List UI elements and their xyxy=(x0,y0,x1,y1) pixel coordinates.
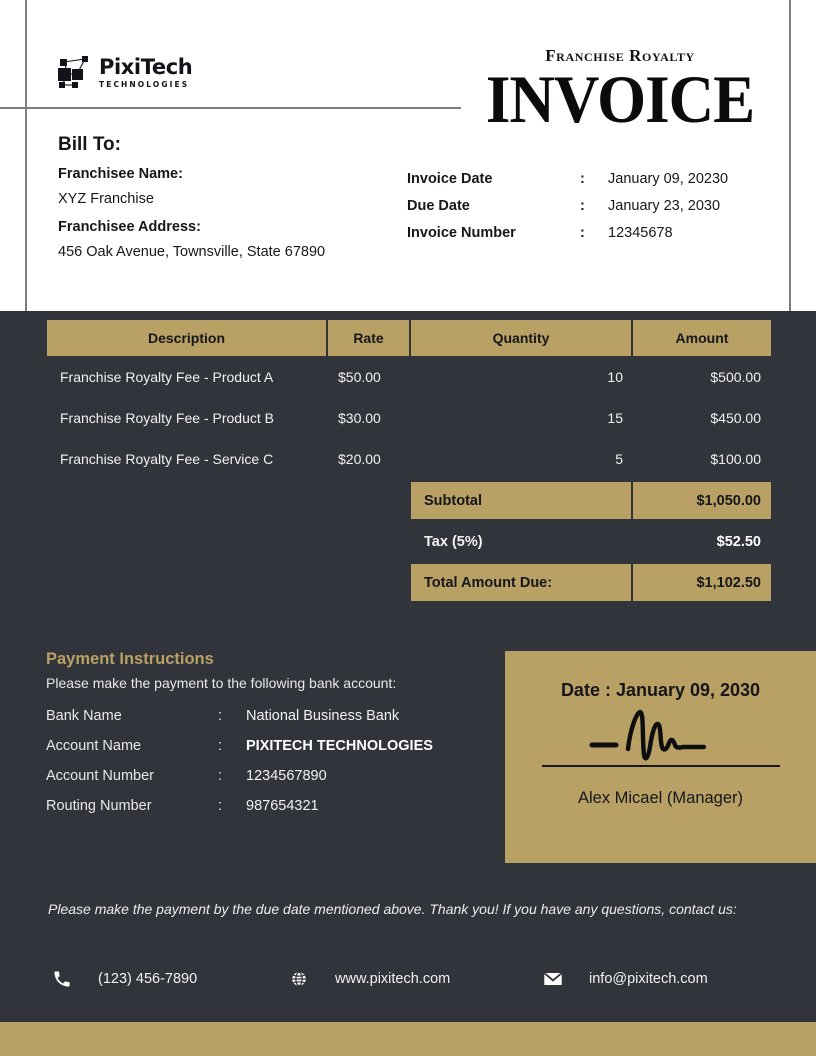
header-section xyxy=(0,0,816,311)
contact-website-text: www.pixitech.com xyxy=(335,971,451,987)
payment-note: Please make the payment by the due date mentioned above. Thank you! If you have any questions, contact us: xyxy=(48,901,737,917)
invoice-title: INVOICE xyxy=(485,61,755,138)
payment-instructions-block xyxy=(46,650,496,828)
contact-email[interactable] xyxy=(539,968,768,990)
bill-to-block xyxy=(58,134,438,272)
signature-block xyxy=(505,651,816,863)
table-row xyxy=(47,397,771,438)
account-name-label: Account Name xyxy=(46,738,142,754)
due-date-row xyxy=(407,198,757,214)
account-name-colon: : xyxy=(218,738,223,754)
invoice-date-value: January 09, 20230 xyxy=(608,171,729,187)
company-logo xyxy=(56,54,192,92)
due-date-colon: : xyxy=(580,198,585,214)
signature-date: Date : January 09, 2030 xyxy=(560,680,761,700)
subtotal-value: $1,050.00 xyxy=(633,482,771,519)
signature-rule xyxy=(542,765,780,767)
account-number-value: 1234567890 xyxy=(246,768,327,784)
phone-icon xyxy=(48,969,76,989)
row-rate: $50.00 xyxy=(338,368,381,385)
routing-number-colon: : xyxy=(218,798,223,814)
header-rate: Rate xyxy=(328,320,411,356)
invoice-meta-block xyxy=(407,171,757,252)
invoice-number-label: Invoice Number xyxy=(407,225,516,241)
row-amount: $450.00 xyxy=(710,409,761,426)
invoice-number-colon: : xyxy=(580,225,585,241)
table-header-row xyxy=(47,320,771,356)
contact-phone-text: (123) 456-7890 xyxy=(98,971,198,987)
row-amount: $100.00 xyxy=(710,450,761,467)
tax-label: Tax (5%) xyxy=(424,533,483,550)
invoice-number-row xyxy=(407,225,757,241)
footer-contacts xyxy=(48,968,768,990)
right-vertical-rule xyxy=(789,0,791,311)
subtotal-label: Subtotal xyxy=(411,482,633,519)
franchisee-name-label: Franchisee Name: xyxy=(58,166,183,182)
bank-name-value: National Business Bank xyxy=(246,708,400,724)
routing-number-value: 987654321 xyxy=(246,798,319,814)
row-quantity: 15 xyxy=(607,409,623,426)
table-row xyxy=(47,438,771,479)
franchisee-name-value: XYZ Franchise xyxy=(58,191,154,207)
tax-value: $52.50 xyxy=(716,533,761,550)
account-number-label: Account Number xyxy=(46,768,154,784)
bank-name-row xyxy=(46,708,496,724)
contact-phone[interactable] xyxy=(48,969,285,989)
total-due-label: Total Amount Due: xyxy=(411,564,633,601)
header-amount: Amount xyxy=(633,320,771,356)
row-description: Franchise Royalty Fee - Service C xyxy=(60,450,274,467)
envelope-icon xyxy=(539,968,567,990)
account-name-row xyxy=(46,738,496,754)
totals-block xyxy=(411,482,771,605)
account-number-row xyxy=(46,768,496,784)
invoice-number-value: 12345678 xyxy=(608,225,673,241)
total-due-row xyxy=(411,564,771,601)
row-amount: $500.00 xyxy=(710,368,761,385)
row-rate: $30.00 xyxy=(338,409,381,426)
due-date-value: January 23, 2030 xyxy=(608,198,721,214)
contact-website[interactable] xyxy=(285,970,539,988)
row-description: Franchise Royalty Fee - Product B xyxy=(60,409,274,426)
contact-email-text: info@pixitech.com xyxy=(589,971,708,987)
account-number-colon: : xyxy=(218,768,223,784)
row-rate: $20.00 xyxy=(338,450,381,467)
header-quantity: Quantity xyxy=(411,320,633,356)
total-due-value: $1,102.50 xyxy=(633,564,771,601)
header-horizontal-rule xyxy=(0,107,461,109)
account-name-value: PIXITECH TECHNOLOGIES xyxy=(246,738,433,754)
franchisee-address-label: Franchisee Address: xyxy=(58,219,201,235)
routing-number-label: Routing Number xyxy=(46,798,152,814)
row-quantity: 5 xyxy=(615,450,623,467)
table-row xyxy=(47,356,771,397)
line-items-table xyxy=(47,320,771,479)
invoice-date-row xyxy=(407,171,757,187)
franchisee-address-value: 456 Oak Avenue, Townsville, State 67890 xyxy=(58,244,326,260)
bank-name-colon: : xyxy=(218,708,223,724)
left-vertical-rule xyxy=(25,0,27,311)
payment-instructions-subtitle: Please make the payment to the following bank account: xyxy=(46,675,397,691)
network-nodes-icon xyxy=(56,54,92,92)
logo-tagline: TECHNOLOGIES xyxy=(99,80,190,90)
subtotal-row xyxy=(411,482,771,519)
signature-name: Alex Micael (Manager) xyxy=(577,789,744,807)
header-description: Description xyxy=(47,320,328,356)
globe-icon xyxy=(285,970,313,988)
due-date-label: Due Date xyxy=(407,198,470,214)
logo-company-name: PixiTech xyxy=(99,55,193,80)
tax-row xyxy=(411,523,771,560)
bill-to-heading: Bill To: xyxy=(58,134,121,155)
bank-name-label: Bank Name xyxy=(46,708,122,724)
routing-number-row xyxy=(46,798,496,814)
payment-instructions-title: Payment Instructions xyxy=(46,650,214,668)
bottom-accent-bar xyxy=(0,1022,816,1056)
invoice-kicker: Franchise Royalty xyxy=(545,46,695,65)
invoice-date-colon: : xyxy=(580,171,585,187)
invoice-date-label: Invoice Date xyxy=(407,171,493,187)
signature-scribble-icon xyxy=(505,703,816,765)
row-description: Franchise Royalty Fee - Product A xyxy=(60,368,274,385)
row-quantity: 10 xyxy=(607,368,623,385)
